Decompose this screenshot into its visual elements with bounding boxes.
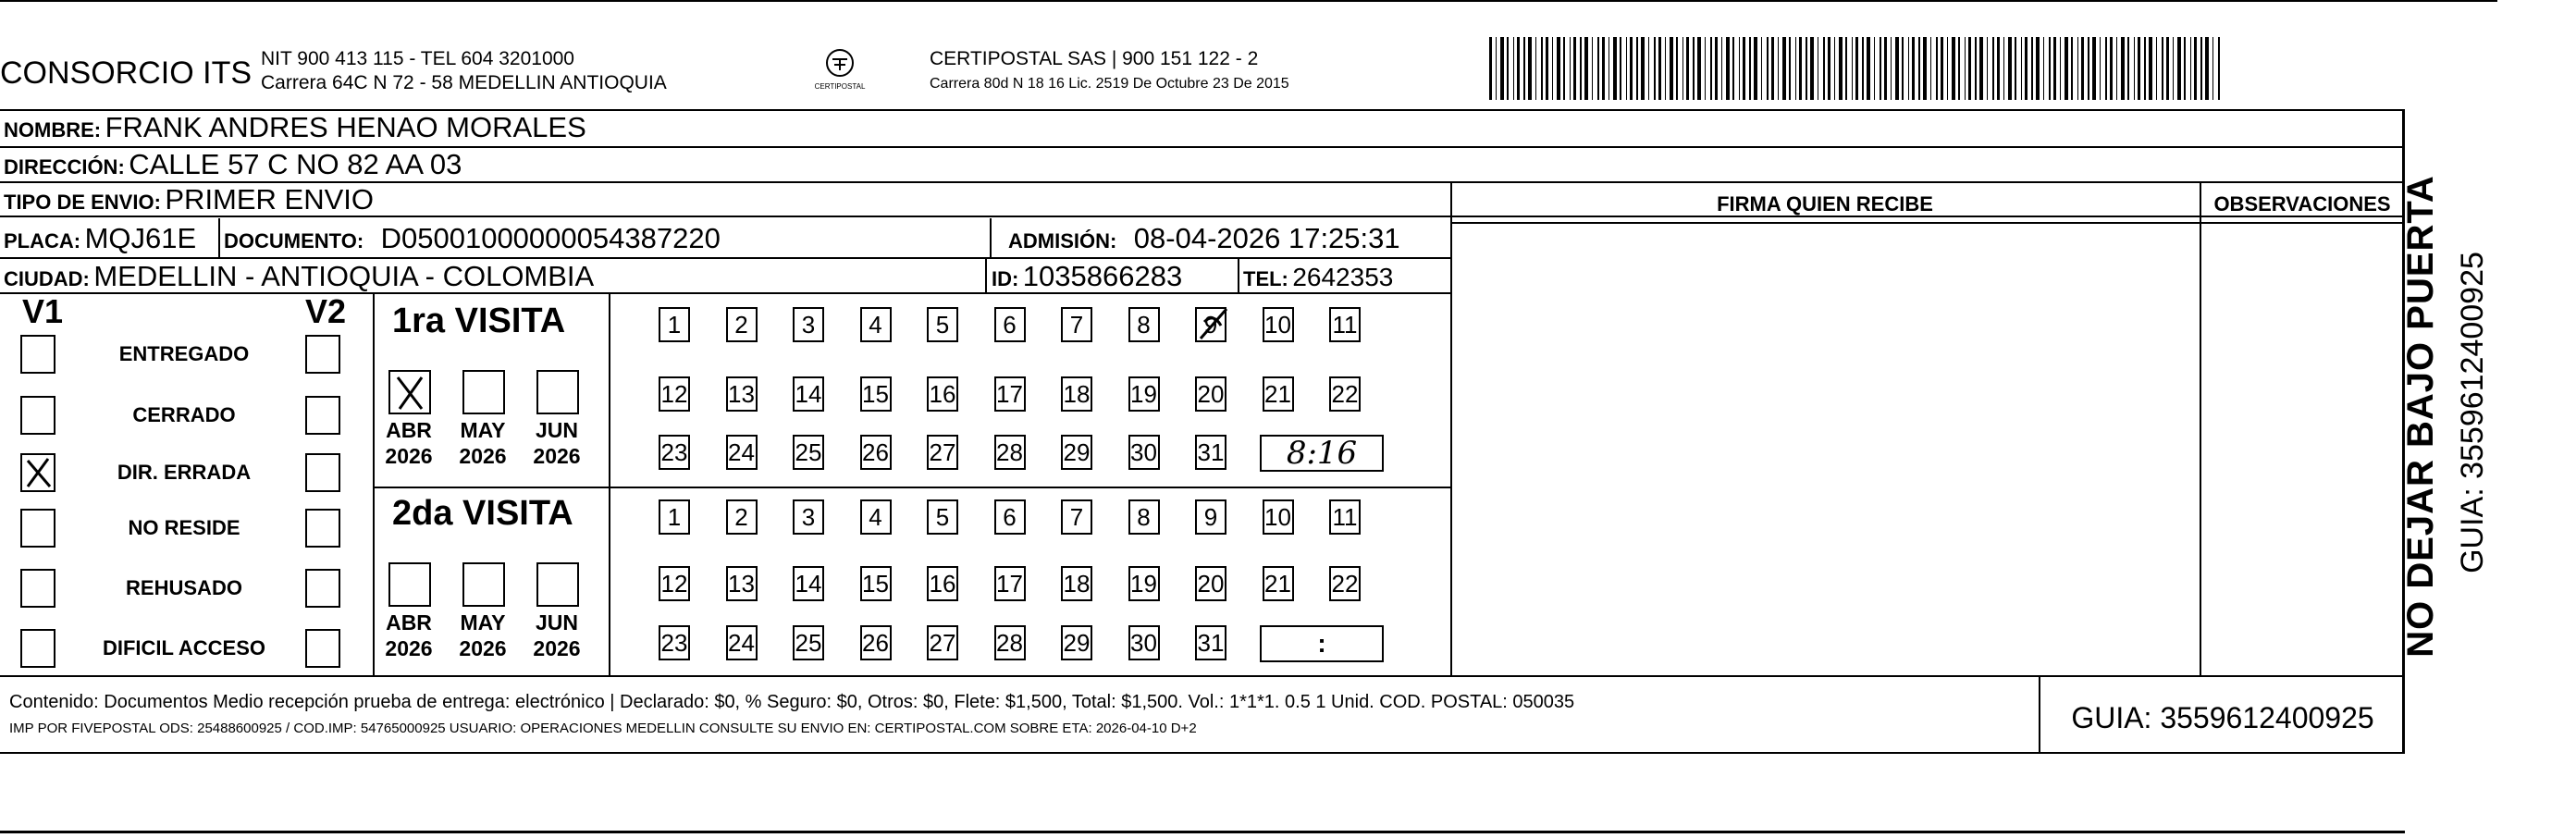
barcode-bar bbox=[1912, 37, 1915, 100]
nombre-value: FRANK ANDRES HENAO MORALES bbox=[105, 111, 586, 143]
day-box[interactable]: 14 bbox=[793, 376, 824, 412]
barcode-bar bbox=[2100, 37, 2101, 100]
day-box[interactable]: 9 bbox=[1195, 499, 1226, 535]
visit-1-title: 1ra VISITA bbox=[392, 302, 566, 340]
barcode-bar bbox=[1641, 37, 1645, 100]
barcode-bar bbox=[1705, 37, 1706, 100]
v2-checkbox[interactable] bbox=[305, 509, 340, 548]
barcode-bar bbox=[2015, 37, 2016, 100]
day-box[interactable]: 17 bbox=[994, 566, 1026, 601]
barcode-bar bbox=[1648, 37, 1649, 100]
day-box[interactable]: 24 bbox=[726, 625, 758, 660]
barcode-bar bbox=[1636, 37, 1638, 100]
company-info-1: NIT 900 413 115 - TEL 604 3201000 bbox=[261, 48, 574, 69]
day-box[interactable]: 11 bbox=[1329, 499, 1361, 535]
barcode-bar bbox=[1658, 37, 1661, 100]
footer-contenido: Contenido: Documentos Medio recepción prueba de entrega: electrónico | Declarado: $0, % Seguro: $0, Otros: $0, Flete: $1,500, Total: $1,500. Vol.: 1*1*1. 0.5 1 Unid. COD. POSTAL: 050035 bbox=[9, 692, 1575, 712]
day-box[interactable]: 18 bbox=[1061, 376, 1092, 412]
top-rule bbox=[0, 0, 2497, 2]
year-label: 2026 bbox=[459, 636, 507, 660]
day-box[interactable]: 1 bbox=[659, 307, 690, 342]
placa-value: MQJ61E bbox=[84, 222, 197, 254]
v2-checkbox[interactable] bbox=[305, 569, 340, 608]
barcode-bar bbox=[1630, 37, 1633, 100]
v1-label: V1 bbox=[22, 292, 64, 330]
year-label: 2026 bbox=[385, 444, 433, 468]
ciudad-row bbox=[4, 260, 594, 293]
barcode-bar bbox=[2184, 37, 2186, 100]
barcode-bar bbox=[1828, 37, 1830, 100]
bottom-rule bbox=[0, 831, 2405, 833]
placa-row bbox=[4, 222, 196, 255]
barcode-bar bbox=[1965, 37, 1966, 100]
direccion-value: CALLE 57 C NO 82 AA 03 bbox=[129, 148, 462, 180]
admision-row bbox=[1008, 222, 1400, 255]
month-label: JUN bbox=[535, 610, 578, 635]
day-box[interactable]: 14 bbox=[793, 566, 824, 601]
barcode-bar bbox=[1523, 37, 1525, 100]
certipostal-info-2: Carrera 80d N 18 16 Lic. 2519 De Octubre 23 De 2015 bbox=[930, 76, 1289, 92]
day-box[interactable]: 23 bbox=[659, 435, 690, 470]
day-box[interactable]: 20 bbox=[1195, 566, 1226, 601]
status-label: DIFICIL ACCESO bbox=[102, 636, 265, 659]
month-checkbox[interactable] bbox=[536, 370, 579, 414]
day-mark bbox=[1195, 303, 1232, 344]
day-box[interactable]: 31 bbox=[1195, 435, 1226, 470]
v2-checkbox[interactable] bbox=[305, 629, 340, 668]
year-label: 2026 bbox=[385, 636, 433, 660]
day-box[interactable]: 30 bbox=[1128, 435, 1160, 470]
barcode-bar bbox=[1806, 37, 1807, 100]
barcode-bar bbox=[1489, 37, 1492, 100]
company-name: CONSORCIO ITS bbox=[0, 55, 253, 91]
day-box[interactable]: 10 bbox=[1263, 499, 1294, 535]
barcode-bar bbox=[1613, 37, 1617, 100]
barcode-bar bbox=[1895, 37, 1899, 100]
barcode-bar bbox=[1513, 37, 1514, 100]
barcode-bar bbox=[1880, 37, 1881, 100]
barcode-bar bbox=[1795, 37, 1796, 100]
barcode-bar bbox=[2031, 37, 2033, 100]
day-box[interactable]: 3 bbox=[793, 499, 824, 535]
status-label: NO RESIDE bbox=[128, 516, 240, 539]
day-box[interactable]: 29 bbox=[1061, 625, 1092, 660]
v1-checkbox[interactable] bbox=[20, 629, 55, 668]
barcode-bar bbox=[1874, 37, 1875, 100]
day-box[interactable]: 15 bbox=[860, 566, 892, 601]
barcode-bar bbox=[2212, 37, 2213, 100]
tipo-value: PRIMER ENVIO bbox=[165, 183, 375, 216]
barcode-bar bbox=[1682, 37, 1683, 100]
barcode-bar bbox=[1665, 37, 1666, 100]
day-box[interactable]: 18 bbox=[1061, 566, 1092, 601]
id-value: 1035866283 bbox=[1022, 260, 1183, 292]
day-box[interactable]: 7 bbox=[1061, 307, 1092, 342]
barcode-bar bbox=[1862, 37, 1864, 100]
day-box[interactable]: 24 bbox=[726, 435, 758, 470]
day-box[interactable]: 4 bbox=[860, 307, 892, 342]
day-box[interactable]: 4 bbox=[860, 499, 892, 535]
time-box[interactable]: 8:16 bbox=[1260, 435, 1384, 472]
barcode-bar bbox=[1867, 37, 1870, 100]
barcode-bar bbox=[1855, 37, 1858, 100]
barcode-bar bbox=[1968, 37, 1971, 100]
barcode-bar bbox=[2190, 37, 2191, 100]
day-box[interactable]: 27 bbox=[927, 625, 958, 660]
barcode-bar bbox=[2162, 37, 2163, 100]
barcode-bar bbox=[1654, 37, 1656, 100]
no-dejar-text: NO DEJAR BAJO PUERTA bbox=[2400, 175, 2441, 658]
admision-label: ADMISIÓN: bbox=[1008, 229, 1117, 253]
day-box[interactable]: 16 bbox=[927, 566, 958, 601]
month-label: MAY bbox=[460, 610, 506, 635]
day-box[interactable]: 28 bbox=[994, 625, 1026, 660]
barcode-bar bbox=[2049, 37, 2051, 100]
barcode-bar bbox=[1563, 37, 1565, 100]
v2-checkbox[interactable] bbox=[305, 453, 340, 492]
v1-checkbox[interactable] bbox=[20, 396, 55, 435]
day-box[interactable]: 11 bbox=[1329, 307, 1361, 342]
status-label: CERRADO bbox=[132, 403, 236, 426]
barcode-bar bbox=[2060, 37, 2061, 100]
ciudad-label: CIUDAD: bbox=[4, 267, 90, 290]
barcode-bar bbox=[1930, 37, 1931, 100]
status-label: DIR. ERRADA bbox=[117, 461, 252, 484]
day-box[interactable]: 8 bbox=[1128, 307, 1160, 342]
month-label: ABR bbox=[386, 418, 432, 442]
barcode-bar bbox=[1891, 37, 1892, 100]
firma-area[interactable] bbox=[1452, 224, 2198, 673]
barcode-bar bbox=[2064, 37, 2068, 100]
firma-header: FIRMA QUIEN RECIBE bbox=[1717, 192, 1933, 216]
barcode-bar bbox=[1496, 37, 1497, 100]
barcode-bar bbox=[2121, 37, 2125, 100]
day-box[interactable]: 5 bbox=[927, 499, 958, 535]
day-box[interactable]: 26 bbox=[860, 435, 892, 470]
barcode-bar bbox=[1767, 37, 1769, 100]
barcode-bar bbox=[1789, 37, 1791, 100]
id-label: ID: bbox=[992, 267, 1019, 290]
day-box[interactable]: 20 bbox=[1195, 376, 1226, 412]
barcode-bar bbox=[1778, 37, 1779, 100]
barcode-bar bbox=[1732, 37, 1734, 100]
v1-checkbox[interactable] bbox=[20, 453, 55, 492]
barcode-bar bbox=[1941, 37, 1943, 100]
day-box[interactable]: 28 bbox=[994, 435, 1026, 470]
side-guia-text: GUIA: 3559612400925 bbox=[2455, 252, 2490, 573]
v1-checkbox[interactable] bbox=[20, 509, 55, 548]
barcode-bar bbox=[1710, 37, 1712, 100]
v2-label: V2 bbox=[305, 292, 347, 330]
tel-row bbox=[1243, 263, 1393, 292]
day-box[interactable]: 21 bbox=[1263, 566, 1294, 601]
day-box[interactable]: 16 bbox=[927, 376, 958, 412]
status-label: REHUSADO bbox=[126, 576, 242, 599]
month-checkbox[interactable] bbox=[388, 370, 431, 414]
nombre-row bbox=[4, 111, 586, 144]
barcode-bar bbox=[2205, 37, 2209, 100]
barcode-bar bbox=[2177, 37, 2181, 100]
barcode-bar bbox=[1754, 37, 1757, 100]
barcode-bar bbox=[1845, 37, 1847, 100]
barcode-bar bbox=[2134, 37, 2135, 100]
barcode-bar bbox=[1620, 37, 1621, 100]
barcode-bar bbox=[1670, 37, 1673, 100]
barcode-bar bbox=[2116, 37, 2117, 100]
barcode-bar bbox=[2149, 37, 2152, 100]
year-label: 2026 bbox=[533, 636, 581, 660]
barcode-bar bbox=[2110, 37, 2113, 100]
barcode-bar bbox=[1592, 37, 1593, 100]
barcode-bar bbox=[1992, 37, 1994, 100]
barcode-bar bbox=[1602, 37, 1605, 100]
svg-text:CERTIPOSTAL: CERTIPOSTAL bbox=[814, 82, 866, 91]
barcode-bar bbox=[1676, 37, 1678, 100]
barcode-bar bbox=[1584, 37, 1588, 100]
day-box[interactable]: 3 bbox=[793, 307, 824, 342]
month-checkbox[interactable] bbox=[388, 562, 431, 607]
day-box[interactable]: 9 bbox=[1195, 307, 1226, 342]
barcode-bar bbox=[1834, 37, 1835, 100]
barcode-bar bbox=[1979, 37, 1983, 100]
barcode-bar bbox=[1947, 37, 1948, 100]
barcode-bar bbox=[1541, 37, 1543, 100]
barcode-bar bbox=[2194, 37, 2197, 100]
company-info-2: Carrera 64C N 72 - 58 MEDELLIN ANTIOQUIA bbox=[261, 72, 667, 93]
barcode-bar bbox=[2127, 37, 2129, 100]
barcode-bar bbox=[2105, 37, 2107, 100]
barcode-bar bbox=[1597, 37, 1599, 100]
month-label: MAY bbox=[460, 418, 506, 442]
tipo-row bbox=[4, 183, 374, 216]
tel-value: 2642353 bbox=[1292, 263, 1394, 291]
barcode-bar bbox=[1743, 37, 1745, 100]
barcode-bar bbox=[2173, 37, 2174, 100]
barcode-bar bbox=[1721, 37, 1722, 100]
barcode-bar bbox=[2092, 37, 2096, 100]
documento-row bbox=[224, 222, 721, 255]
barcode-bar bbox=[2081, 37, 2084, 100]
admision-value: 08-04-2026 17:25:31 bbox=[1133, 222, 1400, 254]
placa-label: PLACA: bbox=[4, 229, 81, 253]
direccion-label: DIRECCIÓN: bbox=[4, 155, 125, 179]
barcode-bar bbox=[1552, 37, 1553, 100]
barcode-bar bbox=[1686, 37, 1689, 100]
barcode-bar bbox=[1952, 37, 1955, 100]
time-box[interactable]: : bbox=[1260, 625, 1384, 662]
day-box[interactable]: 12 bbox=[659, 376, 690, 412]
year-label: 2026 bbox=[459, 444, 507, 468]
day-box[interactable]: 1 bbox=[659, 499, 690, 535]
year-label: 2026 bbox=[533, 444, 581, 468]
v1-checkbox[interactable] bbox=[20, 569, 55, 608]
day-box[interactable]: 19 bbox=[1128, 376, 1160, 412]
barcode-bar bbox=[2043, 37, 2044, 100]
direccion-row bbox=[4, 148, 462, 181]
nombre-label: NOMBRE: bbox=[4, 118, 102, 142]
barcode-bar bbox=[1517, 37, 1520, 100]
barcode-bar bbox=[1902, 37, 1904, 100]
barcode-bar bbox=[1749, 37, 1751, 100]
observaciones-header: OBSERVACIONES bbox=[2213, 192, 2391, 216]
barcode-bar bbox=[2021, 37, 2022, 100]
barcode-bar bbox=[2071, 37, 2073, 100]
barcode-bar bbox=[2053, 37, 2056, 100]
tel-label: TEL: bbox=[1243, 267, 1288, 290]
tipo-label: TIPO DE ENVIO: bbox=[4, 191, 161, 214]
v2-checkbox[interactable] bbox=[305, 335, 340, 374]
month-checkbox[interactable] bbox=[462, 370, 505, 414]
barcode-bar bbox=[1507, 37, 1509, 100]
footer-imp: IMP POR FIVEPOSTAL ODS: 25488600925 / COD.IMP: 54765000925 USUARIO: OPERACIONES MEDELLIN CONSULTE SU ENVIO EN: CERTIPOSTAL.COM SOBRE ETA: 2026-04-10 D+2 bbox=[9, 721, 1197, 736]
barcode-bar bbox=[1782, 37, 1786, 100]
barcode-bar bbox=[1997, 37, 2000, 100]
day-box[interactable]: 23 bbox=[659, 625, 690, 660]
day-box[interactable]: 27 bbox=[927, 435, 958, 470]
certipostal-logo-icon bbox=[812, 43, 868, 98]
barcode-bar bbox=[1987, 37, 1988, 100]
barcode-bar bbox=[1715, 37, 1718, 100]
barcode-bar bbox=[1799, 37, 1802, 100]
barcode-bar bbox=[1570, 37, 1571, 100]
month-label: JUN bbox=[535, 418, 578, 442]
barcode-bar bbox=[1908, 37, 1909, 100]
barcode-bar bbox=[2166, 37, 2169, 100]
day-box[interactable]: 13 bbox=[726, 566, 758, 601]
documento-label: DOCUMENTO: bbox=[224, 229, 364, 253]
barcode-bar bbox=[1884, 37, 1887, 100]
barcode-bar bbox=[2003, 37, 2004, 100]
barcode bbox=[1489, 37, 2225, 100]
barcode-bar bbox=[1852, 37, 1853, 100]
month-label: ABR bbox=[386, 610, 432, 635]
day-box[interactable]: 31 bbox=[1195, 625, 1226, 660]
barcode-bar bbox=[2218, 37, 2220, 100]
certipostal-info-1: CERTIPOSTAL SAS | 900 151 122 - 2 bbox=[930, 48, 1259, 69]
documento-value: D05001000000054387220 bbox=[380, 222, 721, 254]
barcode-bar bbox=[2144, 37, 2146, 100]
barcode-bar bbox=[1626, 37, 1627, 100]
barcode-bar bbox=[2200, 37, 2202, 100]
day-box[interactable]: 15 bbox=[860, 376, 892, 412]
barcode-bar bbox=[2088, 37, 2089, 100]
v2-checkbox[interactable] bbox=[305, 396, 340, 435]
month-checkbox[interactable] bbox=[462, 562, 505, 607]
barcode-bar bbox=[1580, 37, 1582, 100]
id-row bbox=[992, 260, 1182, 293]
barcode-bar bbox=[2138, 37, 2140, 100]
barcode-bar bbox=[1761, 37, 1762, 100]
day-box[interactable]: 13 bbox=[726, 376, 758, 412]
barcode-bar bbox=[1573, 37, 1576, 100]
day-box[interactable]: 5 bbox=[927, 307, 958, 342]
barcode-bar bbox=[1739, 37, 1740, 100]
barcode-bar bbox=[2036, 37, 2040, 100]
v1-checkbox[interactable] bbox=[20, 335, 55, 374]
status-label: ENTREGADO bbox=[118, 342, 250, 365]
day-box[interactable]: 2 bbox=[726, 499, 758, 535]
barcode-bar bbox=[2156, 37, 2157, 100]
barcode-bar bbox=[1693, 37, 1695, 100]
barcode-bar bbox=[1557, 37, 1560, 100]
ciudad-value: MEDELLIN - ANTIOQUIA - COLOMBIA bbox=[93, 260, 595, 292]
month-checkbox[interactable] bbox=[536, 562, 579, 607]
barcode-bar bbox=[1608, 37, 1609, 100]
barcode-bar bbox=[2025, 37, 2028, 100]
visit-2-title: 2da VISITA bbox=[392, 494, 573, 533]
barcode-bar bbox=[1726, 37, 1730, 100]
day-box[interactable]: 17 bbox=[994, 376, 1026, 412]
barcode-bar bbox=[1697, 37, 1701, 100]
day-box[interactable]: 25 bbox=[793, 625, 824, 660]
barcode-bar bbox=[1958, 37, 1960, 100]
day-box[interactable]: 21 bbox=[1263, 376, 1294, 412]
day-box[interactable]: 6 bbox=[994, 499, 1026, 535]
barcode-bar bbox=[1975, 37, 1977, 100]
day-box[interactable]: 30 bbox=[1128, 625, 1160, 660]
day-box[interactable]: 25 bbox=[793, 435, 824, 470]
barcode-bar bbox=[1823, 37, 1825, 100]
day-box[interactable]: 2 bbox=[726, 307, 758, 342]
footer-guia: GUIA: 3559612400925 bbox=[2071, 701, 2374, 734]
day-box[interactable]: 10 bbox=[1263, 307, 1294, 342]
barcode-bar bbox=[1839, 37, 1843, 100]
observaciones-area[interactable] bbox=[2203, 224, 2401, 673]
day-box[interactable]: 26 bbox=[860, 625, 892, 660]
day-box[interactable]: 6 bbox=[994, 307, 1026, 342]
day-box[interactable]: 8 bbox=[1128, 499, 1160, 535]
barcode-bar bbox=[2077, 37, 2078, 100]
day-box[interactable]: 22 bbox=[1329, 566, 1361, 601]
barcode-bar bbox=[1535, 37, 1536, 100]
barcode-bar bbox=[1771, 37, 1774, 100]
barcode-bar bbox=[1810, 37, 1814, 100]
day-box[interactable]: 19 bbox=[1128, 566, 1160, 601]
barcode-bar bbox=[1546, 37, 1548, 100]
day-box[interactable]: 7 bbox=[1061, 499, 1092, 535]
barcode-bar bbox=[1500, 37, 1504, 100]
barcode-bar bbox=[1923, 37, 1927, 100]
barcode-bar bbox=[2008, 37, 2012, 100]
day-box[interactable]: 29 bbox=[1061, 435, 1092, 470]
day-box[interactable]: 12 bbox=[659, 566, 690, 601]
barcode-bar bbox=[1918, 37, 1920, 100]
barcode-bar bbox=[1936, 37, 1938, 100]
barcode-bar bbox=[1528, 37, 1532, 100]
day-box[interactable]: 22 bbox=[1329, 376, 1361, 412]
